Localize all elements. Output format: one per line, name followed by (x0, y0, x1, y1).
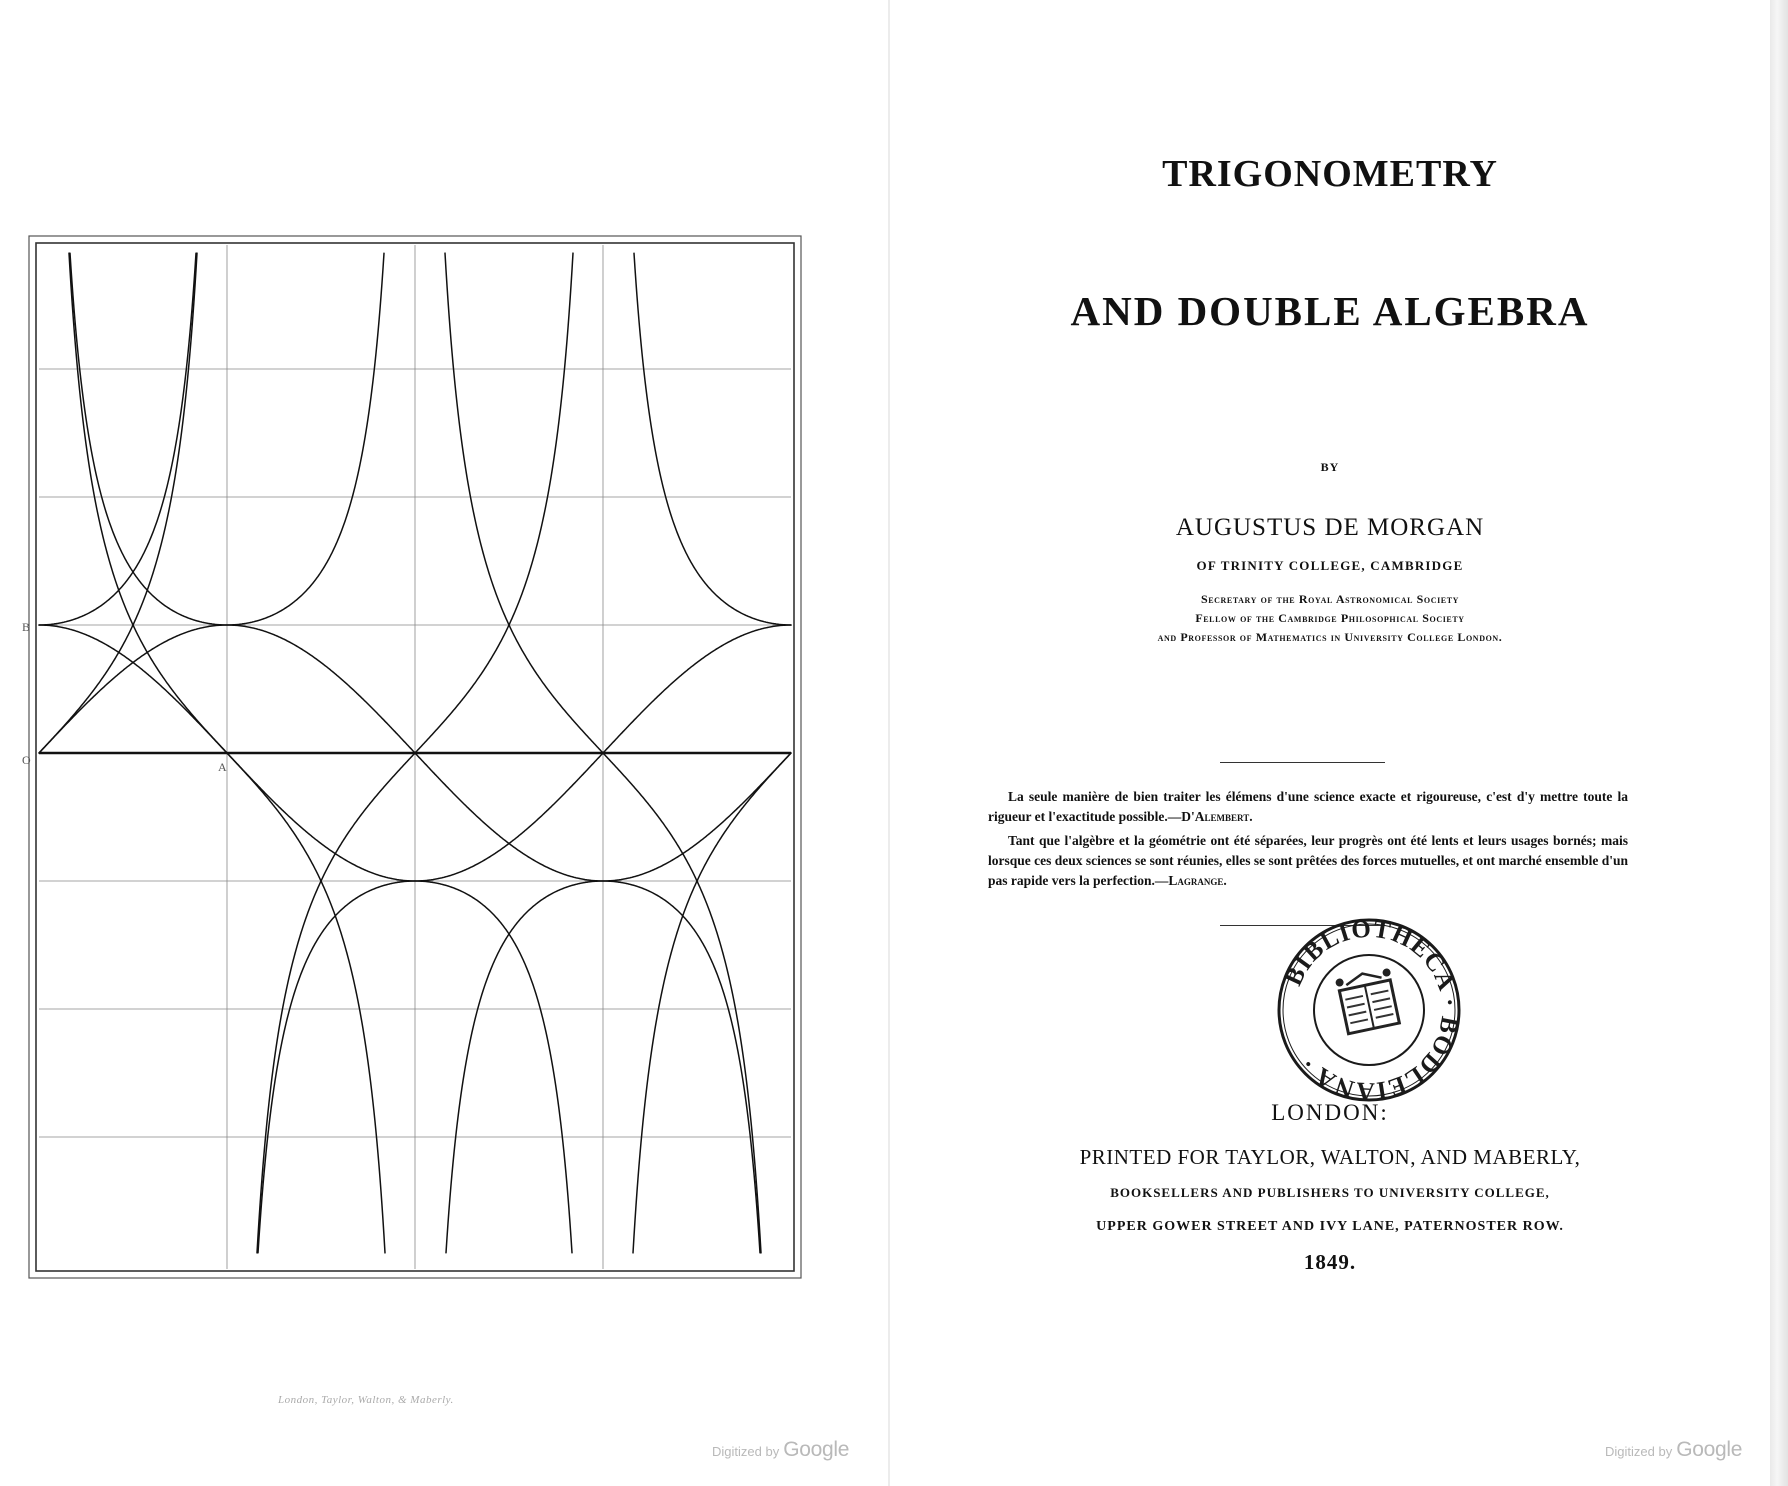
digitized-watermark-left (712, 1438, 849, 1462)
google-wordmark: Google (1676, 1438, 1743, 1461)
bodleian-library-stamp (1274, 915, 1464, 1105)
svg-text:BIBLIOTHECA · BODLEIANA · (1280, 915, 1463, 1104)
position-line-1: Secretary of the Royal Astronomical Society (1200, 592, 1460, 606)
by-line: BY (1320, 460, 1340, 474)
epigraph-quotes (988, 787, 1628, 895)
digitized-prefix: Digitized by (1605, 1444, 1673, 1459)
page-edge (1770, 0, 1788, 1486)
trigonometric-curves-plate (28, 235, 803, 1280)
position-line-2: Fellow of the Cambridge Philosophical Society (1195, 611, 1465, 625)
digitized-watermark-right (1605, 1438, 1742, 1462)
google-wordmark: Google (783, 1438, 850, 1461)
position-line-3: and Professor of Mathematics in University College London. (1157, 630, 1503, 644)
epigraph-dalembert-text: La seule manière de bien traiter les élémens d'une science exacte et rigoureuse, c'est d'y mettre toute la rigueur et l'exactitude possible.— (988, 789, 1628, 824)
imprint-street: UPPER GOWER STREET AND IVY LANE, PATERNOSTER ROW. (1096, 1219, 1564, 1234)
stamp-text: BIBLIOTHECA · BODLEIANA · (1280, 915, 1464, 1105)
epigraph-lagrange-author: Lagrange. (1168, 873, 1227, 888)
epigraph-lagrange (988, 831, 1628, 891)
stamp-book-icon (1335, 968, 1401, 1034)
imprint-printer: PRINTED FOR TAYLOR, WALTON, AND MABERLY, (1079, 1145, 1581, 1169)
plate-label-b: B (22, 620, 31, 634)
digitized-prefix: Digitized by (712, 1444, 780, 1459)
epigraph-lagrange-text: Tant que l'algèbre et la géométrie ont été séparées, leur progrès ont été lents et leurs usages bornés; mais lorsque ces deux sciences se sont réunies, elles se sont prêtées des forces mutuelles, et ont marché ensemble d'un pas rapide vers la perfection.— (988, 833, 1628, 888)
left-page (0, 0, 888, 1486)
author-name: AUGUSTUS DE MORGAN (1175, 514, 1485, 541)
imprint-booksellers: BOOKSELLERS AND PUBLISHERS TO UNIVERSITY COLLEGE, (1110, 1185, 1550, 1200)
title-line-2: AND DOUBLE ALGEBRA (1070, 288, 1590, 334)
title-line-1: TRIGONOMETRY (1162, 153, 1498, 195)
imprint-city: LONDON: (1271, 1100, 1389, 1125)
epigraph-dalembert (988, 787, 1628, 827)
plate-label-a: A (218, 760, 227, 774)
plate-grid (39, 245, 791, 1269)
author-college: OF TRINITY COLLEGE, CAMBRIDGE (1196, 558, 1464, 573)
divider-rule-top (1220, 762, 1385, 763)
plate-label-o: O (22, 753, 31, 767)
epigraph-dalembert-author: D'Alembert. (1181, 809, 1253, 824)
imprint-year: 1849. (1303, 1250, 1357, 1274)
plate-imprint: London, Taylor, Walton, & Maberly. (278, 1394, 454, 1406)
right-page (890, 0, 1770, 1486)
